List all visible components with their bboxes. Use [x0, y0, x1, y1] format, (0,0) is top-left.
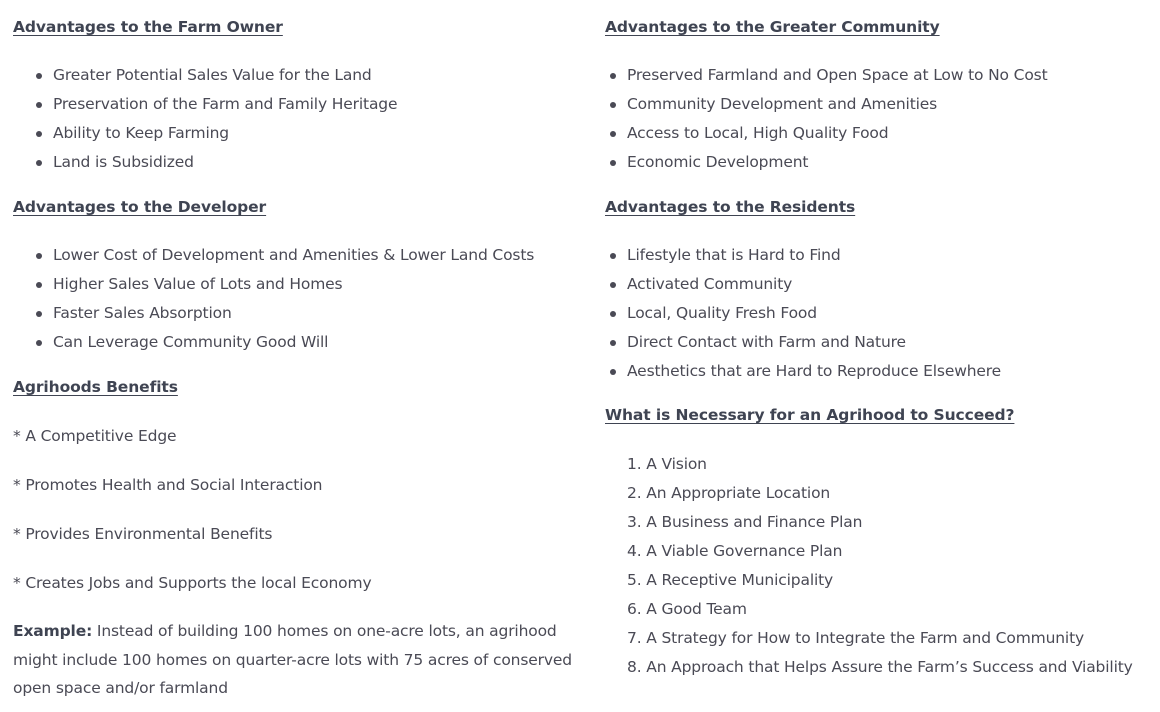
list-item: 8. An Approach that Helps Assure the Farm’s Success and Viability: [627, 658, 1133, 676]
list-item: 6. A Good Team: [627, 600, 747, 618]
example-label: Example:: [13, 622, 93, 640]
bullet-icon: [610, 340, 616, 346]
list-item: 2. An Appropriate Location: [627, 484, 831, 502]
residents-list: [587, 241, 1001, 386]
list-item: 4. A Viable Governance Plan: [627, 542, 843, 560]
bullet-icon: [610, 102, 616, 108]
list-item: Aesthetics that are Hard to Reproduce Elsewhere: [587, 357, 1001, 386]
benefit-item: * Provides Environmental Benefits: [13, 525, 273, 543]
bullet-icon: [36, 253, 42, 259]
bullet-icon: [610, 253, 616, 259]
list-item: Local, Quality Fresh Food: [587, 299, 1001, 328]
bullet-icon: [36, 131, 42, 137]
developer-list: [13, 241, 534, 357]
list-item: Land is Subsidized: [13, 148, 397, 177]
agrihoods-benefits-heading: Agrihoods Benefits: [13, 378, 178, 396]
list-item: Preserved Farmland and Open Space at Low to No Cost: [587, 61, 1048, 90]
bullet-icon: [36, 102, 42, 108]
benefit-item: * Creates Jobs and Supports the local Economy: [13, 574, 372, 592]
list-item: Higher Sales Value of Lots and Homes: [13, 270, 534, 299]
community-heading: Advantages to the Greater Community: [605, 18, 940, 36]
list-item: 7. A Strategy for How to Integrate the Farm and Community: [627, 629, 1085, 647]
list-item: Lifestyle that is Hard to Find: [587, 241, 1001, 270]
list-item: Direct Contact with Farm and Nature: [587, 328, 1001, 357]
bullet-icon: [610, 160, 616, 166]
list-item: Faster Sales Absorption: [13, 299, 534, 328]
bullet-icon: [36, 340, 42, 346]
list-item: 5. A Receptive Municipality: [627, 571, 834, 589]
bullet-icon: [610, 282, 616, 288]
bullet-icon: [36, 311, 42, 317]
list-item: Economic Development: [587, 148, 1048, 177]
bullet-icon: [610, 131, 616, 137]
success-requirements-list: [605, 450, 1133, 682]
bullet-icon: [36, 160, 42, 166]
example-text: Instead of building 100 homes on one-acre lots, an agrihood might include 100 homes on quarter-acre lots with 75 acres of conserved open space and/or farmland: [13, 622, 572, 697]
developer-heading: Advantages to the Developer: [13, 198, 267, 216]
list-item: Activated Community: [587, 270, 1001, 299]
example-paragraph: [13, 617, 573, 703]
list-item: Community Development and Amenities: [587, 90, 1048, 119]
farm-owner-heading: Advantages to the Farm Owner: [13, 18, 283, 36]
list-item: Preservation of the Farm and Family Heritage: [13, 90, 397, 119]
bullet-icon: [610, 73, 616, 79]
residents-heading: Advantages to the Residents: [605, 198, 856, 216]
success-requirements-heading: What is Necessary for an Agrihood to Succeed?: [605, 406, 1015, 424]
list-item: Ability to Keep Farming: [13, 119, 397, 148]
benefit-item: * Promotes Health and Social Interaction: [13, 476, 323, 494]
list-item: Lower Cost of Development and Amenities & Lower Land Costs: [13, 241, 534, 270]
list-item: 3. A Business and Finance Plan: [627, 513, 863, 531]
bullet-icon: [36, 73, 42, 79]
bullet-icon: [36, 282, 42, 288]
list-item: 1. A Vision: [627, 455, 707, 473]
list-item: Access to Local, High Quality Food: [587, 119, 1048, 148]
list-item: Greater Potential Sales Value for the Land: [13, 61, 397, 90]
benefit-item: * A Competitive Edge: [13, 427, 177, 445]
community-list: [587, 61, 1048, 177]
list-item: Can Leverage Community Good Will: [13, 328, 534, 357]
bullet-icon: [610, 311, 616, 317]
bullet-icon: [610, 369, 616, 375]
farm-owner-list: [13, 61, 397, 177]
